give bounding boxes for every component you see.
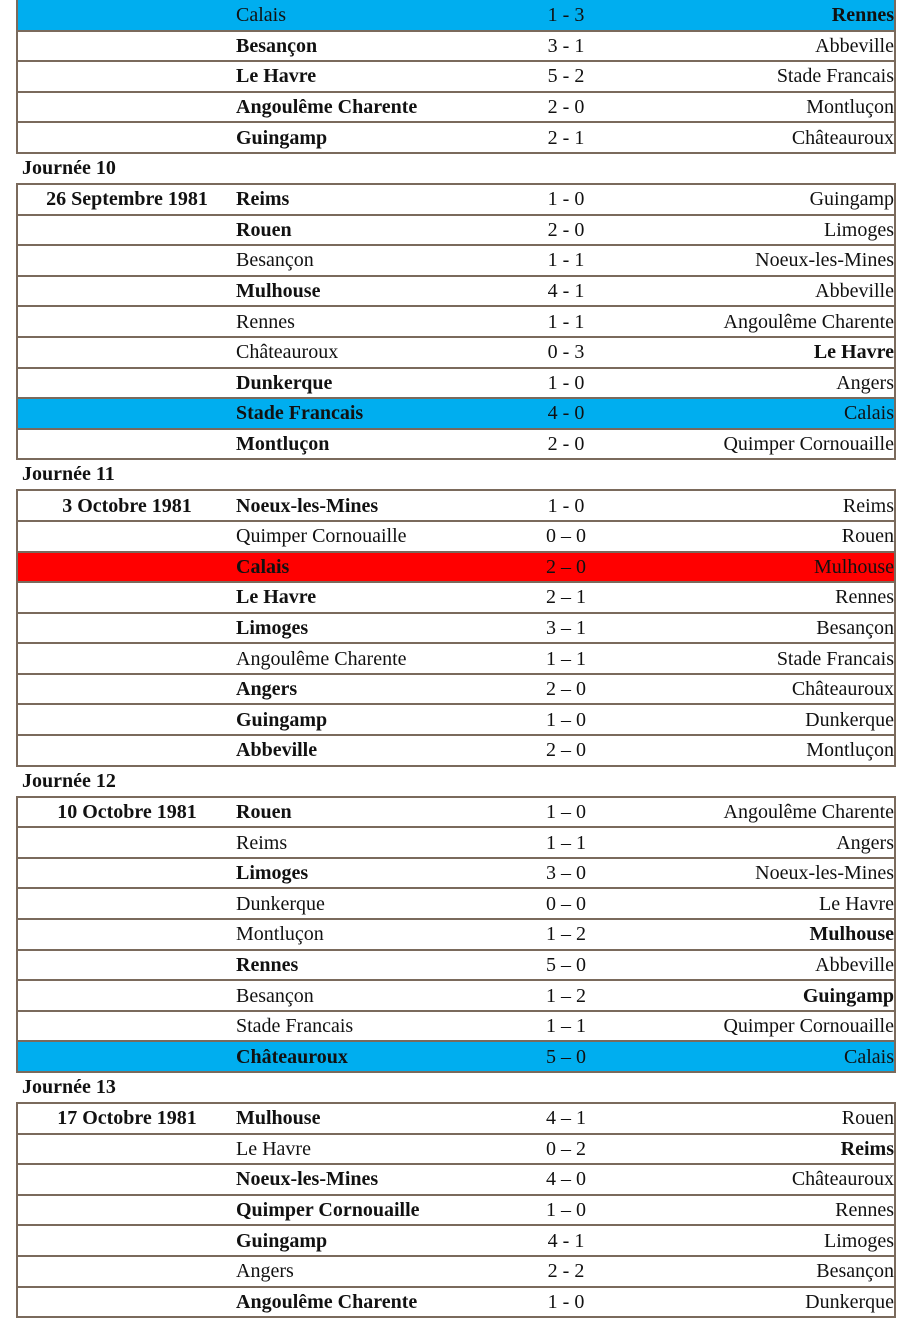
match-score: 2 – 0 [486, 674, 646, 705]
match-row [17, 521, 895, 552]
match-score: 2 - 0 [486, 92, 646, 123]
home-team: Noeux-les-Mines [236, 1164, 486, 1195]
away-team: Reims [646, 1134, 895, 1165]
match-row [17, 1103, 895, 1134]
home-team: Angers [236, 1256, 486, 1287]
match-row [17, 61, 895, 92]
away-team: Angoulême Charente [646, 306, 895, 337]
away-team: Châteauroux [646, 1164, 895, 1195]
match-date [17, 1041, 236, 1072]
match-row [17, 490, 895, 521]
match-date: 17 Octobre 1981 [17, 1103, 236, 1134]
match-date [17, 643, 236, 674]
home-team: Montluçon [236, 919, 486, 950]
home-team: Guingamp [236, 1225, 486, 1256]
match-score: 0 – 2 [486, 1134, 646, 1165]
match-date [17, 674, 236, 705]
round-heading: Journée 10 [22, 156, 116, 179]
match-score: 2 - 1 [547, 126, 585, 149]
match-date [17, 0, 236, 31]
match-score: 2 – 0 [486, 552, 646, 583]
away-team: Rennes [646, 0, 895, 31]
home-team: Mulhouse [236, 1103, 486, 1134]
round-heading: Journée 11 [22, 463, 115, 486]
away-team: Le Havre [646, 888, 895, 919]
away-team: Angoulême Charente [646, 797, 895, 828]
match-score: 2 - 2 [486, 1256, 646, 1287]
match-row [17, 582, 895, 613]
match-row [17, 613, 895, 644]
home-team: Angoulême Charente [236, 92, 486, 123]
away-team: Rennes [646, 582, 895, 613]
home-team: Calais [236, 552, 486, 583]
home-team: Stade Francais [236, 1011, 486, 1042]
match-date [17, 858, 236, 889]
match-row [17, 1195, 895, 1226]
away-team: Stade Francais [646, 61, 895, 92]
match-date: 10 Octobre 1981 [17, 797, 236, 828]
round-table [16, 489, 896, 766]
home-team: Mulhouse [236, 276, 486, 307]
away-team: Abbeville [646, 276, 895, 307]
away-team: Châteauroux [791, 126, 894, 149]
away-team: Besançon [646, 1256, 895, 1287]
match-score: 1 - 3 [486, 0, 646, 31]
home-team: Châteauroux [236, 337, 486, 368]
away-team: Rouen [646, 521, 895, 552]
match-row [17, 1164, 895, 1195]
match-date [17, 61, 236, 92]
away-team: Calais [646, 398, 895, 429]
match-row [17, 858, 895, 889]
match-row [17, 122, 895, 153]
match-date [17, 31, 236, 62]
away-team: Limoges [646, 1225, 895, 1256]
match-date [17, 429, 236, 460]
home-team: Besançon [236, 31, 486, 62]
match-date [17, 92, 236, 123]
away-team: Noeux-les-Mines [646, 858, 895, 889]
match-row [17, 1011, 895, 1042]
away-team: Quimper Cornouaille [646, 1011, 895, 1042]
match-date [17, 735, 236, 766]
match-date [17, 245, 236, 276]
match-score: 3 - 1 [486, 31, 646, 62]
match-row [17, 398, 895, 429]
home-team: Calais [236, 0, 486, 31]
match-row [17, 704, 895, 735]
match-score: 4 – 0 [486, 1164, 646, 1195]
match-row [17, 1041, 895, 1072]
match-score: 5 – 0 [486, 950, 646, 981]
match-row [17, 92, 895, 123]
match-date [17, 919, 236, 950]
match-date [17, 888, 236, 919]
away-team: Limoges [646, 215, 895, 246]
match-date [17, 276, 236, 307]
match-date [17, 1134, 236, 1165]
match-row [17, 888, 895, 919]
match-date [17, 1287, 236, 1318]
home-team: Stade Francais [236, 398, 486, 429]
match-score: 0 - 3 [486, 337, 646, 368]
match-row [17, 368, 895, 399]
match-score: 2 - 0 [547, 433, 585, 456]
match-date [17, 122, 236, 153]
match-date [17, 368, 236, 399]
match-date [17, 704, 236, 735]
away-team: Calais [646, 1041, 895, 1072]
match-score: 1 - 0 [486, 490, 646, 521]
away-team: Stade Francais [646, 643, 895, 674]
away-team: Angers [646, 368, 895, 399]
match-date [17, 980, 236, 1011]
home-team: Rouen [236, 797, 486, 828]
match-row [17, 306, 895, 337]
match-date [17, 827, 236, 858]
match-row [17, 1134, 895, 1165]
away-team: Dunkerque [646, 704, 895, 735]
match-score: 1 – 0 [486, 1195, 646, 1226]
home-team: Besançon [236, 980, 486, 1011]
home-team: Abbeville [236, 739, 318, 762]
match-score: 4 - 0 [486, 398, 646, 429]
match-date: 3 Octobre 1981 [17, 490, 236, 521]
match-date [17, 215, 236, 246]
home-team: Reims [236, 184, 486, 215]
match-score: 1 – 1 [486, 643, 646, 674]
home-team: Quimper Cornouaille [236, 1195, 486, 1226]
away-team: Montluçon [646, 92, 895, 123]
home-team: Le Havre [236, 582, 486, 613]
home-team: Dunkerque [236, 888, 486, 919]
home-team: Angoulême Charente [236, 1290, 418, 1313]
match-score: 1 – 2 [486, 980, 646, 1011]
match-row [17, 980, 895, 1011]
round-table [16, 0, 896, 154]
match-score: 1 - 0 [547, 1290, 585, 1313]
match-date [17, 1195, 236, 1226]
match-row [17, 674, 895, 705]
match-row [17, 0, 895, 31]
home-team: Châteauroux [236, 1041, 486, 1072]
match-score: 4 – 1 [486, 1103, 646, 1134]
match-score: 5 – 0 [486, 1041, 646, 1072]
match-date [17, 552, 236, 583]
match-row [17, 919, 895, 950]
away-team: Quimper Cornouaille [723, 433, 894, 456]
away-team: Abbeville [646, 950, 895, 981]
away-team: Châteauroux [646, 674, 895, 705]
match-score: 3 – 0 [486, 858, 646, 889]
away-team: Abbeville [646, 31, 895, 62]
match-row [17, 1287, 895, 1318]
match-row [17, 827, 895, 858]
away-team: Montluçon [806, 739, 894, 762]
home-team: Guingamp [236, 704, 486, 735]
away-team: Dunkerque [805, 1290, 894, 1313]
match-score: 1 – 0 [486, 797, 646, 828]
match-date [17, 1256, 236, 1287]
home-team: Le Havre [236, 61, 486, 92]
away-team: Besançon [646, 613, 895, 644]
match-row [17, 276, 895, 307]
match-row [17, 31, 895, 62]
away-team: Mulhouse [646, 552, 895, 583]
match-row [17, 245, 895, 276]
match-row [17, 950, 895, 981]
match-date [17, 582, 236, 613]
match-score: 1 – 1 [486, 1011, 646, 1042]
match-date [17, 1011, 236, 1042]
match-score: 1 - 0 [486, 184, 646, 215]
away-team: Rennes [646, 1195, 895, 1226]
home-team: Angers [236, 674, 486, 705]
match-score: 0 – 0 [486, 888, 646, 919]
home-team: Reims [236, 827, 486, 858]
home-team: Limoges [236, 858, 486, 889]
home-team: Limoges [236, 613, 486, 644]
match-date [17, 306, 236, 337]
match-date [17, 613, 236, 644]
match-date [17, 398, 236, 429]
match-date [17, 521, 236, 552]
match-score: 1 - 1 [486, 306, 646, 337]
match-score: 1 - 0 [486, 368, 646, 399]
home-team: Guingamp [236, 126, 328, 149]
match-score: 1 – 1 [486, 827, 646, 858]
match-row [17, 184, 895, 215]
away-team: Noeux-les-Mines [646, 245, 895, 276]
away-team: Mulhouse [646, 919, 895, 950]
match-row [17, 215, 895, 246]
away-team: Reims [646, 490, 895, 521]
match-score: 4 - 1 [486, 1225, 646, 1256]
match-row [17, 643, 895, 674]
round-table [16, 796, 896, 1073]
home-team: Rouen [236, 215, 486, 246]
home-team: Besançon [236, 245, 486, 276]
away-team: Angers [646, 827, 895, 858]
match-score: 1 – 0 [486, 704, 646, 735]
match-date [17, 950, 236, 981]
match-row [17, 337, 895, 368]
home-team: Noeux-les-Mines [236, 490, 486, 521]
home-team: Le Havre [236, 1134, 486, 1165]
match-date [17, 337, 236, 368]
away-team: Rouen [646, 1103, 895, 1134]
round-heading: Journée 13 [22, 1076, 116, 1098]
home-team: Quimper Cornouaille [236, 521, 486, 552]
match-score: 2 – 0 [546, 739, 586, 762]
match-row [17, 429, 895, 460]
match-date: 26 Septembre 1981 [17, 184, 236, 215]
round-heading: Journée 12 [22, 769, 116, 792]
match-row [17, 797, 895, 828]
home-team: Rennes [236, 950, 486, 981]
home-team: Angoulême Charente [236, 643, 486, 674]
match-score: 1 - 1 [486, 245, 646, 276]
home-team: Rennes [236, 306, 486, 337]
match-score: 1 – 2 [486, 919, 646, 950]
home-team: Montluçon [236, 433, 330, 456]
away-team: Guingamp [646, 184, 895, 215]
home-team: Dunkerque [236, 368, 486, 399]
match-row [17, 1256, 895, 1287]
round-table [16, 183, 896, 460]
match-date [17, 1164, 236, 1195]
match-row [17, 1225, 895, 1256]
away-team: Le Havre [646, 337, 895, 368]
match-score: 2 – 1 [486, 582, 646, 613]
round-table [16, 1102, 896, 1318]
match-score: 4 - 1 [486, 276, 646, 307]
match-score: 5 - 2 [486, 61, 646, 92]
match-date [17, 1225, 236, 1256]
match-score: 0 – 0 [486, 521, 646, 552]
away-team: Guingamp [646, 980, 895, 1011]
match-score: 2 - 0 [486, 215, 646, 246]
match-score: 3 – 1 [486, 613, 646, 644]
match-row [17, 735, 895, 766]
match-row [17, 552, 895, 583]
